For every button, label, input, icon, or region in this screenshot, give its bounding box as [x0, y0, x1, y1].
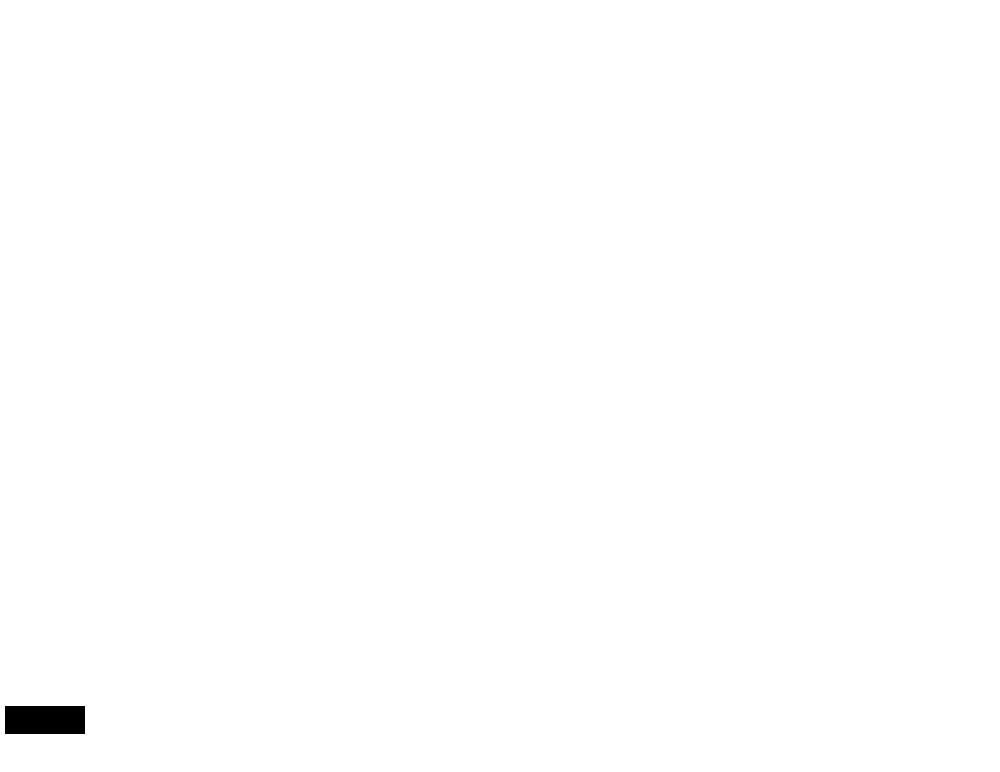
schedule-table [5, 54, 945, 618]
note-badge [5, 706, 85, 734]
checklist-table [5, 642, 940, 684]
